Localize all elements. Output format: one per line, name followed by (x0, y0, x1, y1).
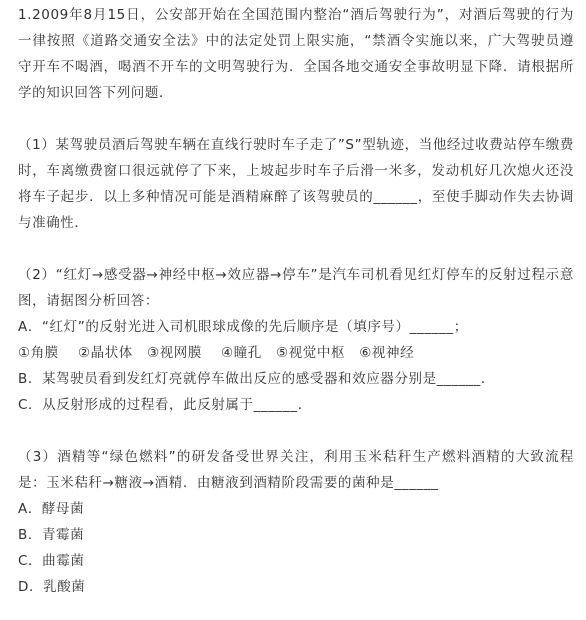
option-c: C．曲霉菌 (18, 553, 85, 569)
option-d: D．乳酸菌 (18, 579, 86, 595)
spacer (18, 418, 574, 444)
part-2-sub-c: C．从反射形成的过程看，此反射属于______． (18, 397, 312, 413)
part-2-choice-list: ①角膜 ②晶状体 ③视网膜 ④瞳孔 ⑤视觉中枢 ⑥视神经 (18, 345, 415, 361)
spacer (18, 106, 574, 132)
question-part-2: （2）“红灯→感受器→神经中枢→效应器→停车”是汽车司机看见红灯停车的反射过程示意图，请据图分析回答： (18, 267, 574, 309)
part-2-sub-b: B．某驾驶员看到发红灯亮就停车做出反应的感受器和效应器分别是______． (18, 371, 495, 387)
question-part-3: （3）酒精等“绿色燃料”的研发备受世界关注，利用玉米秸秆生产燃料酒精的大致流程是：玉米秸秆→糖液→酒精．由糖液到酒精阶段需要的菌种是______ (18, 449, 574, 491)
question-part-1: （1）某驾驶员酒后驾驶车辆在直线行驶时车子走了”S”型轨迹，当他经过收费站停车缴费时，车离缴费窗口很远就停了下来，上坡起步时车子后滑一米多，发动机好几次熄火还没将车子起步．以上多种情况可能是酒精麻醉了该驾驶员的______，至使手脚动作失去协调与准确性． (18, 137, 574, 231)
part-2-sub-a: A．“红灯”的反射光进入司机眼球成像的先后顺序是（填序号）______； (18, 319, 468, 335)
spacer (18, 236, 574, 262)
option-b: B．青霉菌 (18, 527, 85, 543)
option-a: A．酵母菌 (18, 501, 85, 517)
question-intro: 1.2009年8月15日，公安部开始在全国范围内整治“酒后驾驶行为”，对酒后驾驶的行为一律按照《道路交通安全法》中的法定处罚上限实施，“禁酒令实施以来，广大驾驶员遵守开车不喝酒，喝酒不开车的文明驾驶行为．全国各地交通安全事故明显下降．请根据所学的知识回答下列问题． (18, 7, 574, 101)
